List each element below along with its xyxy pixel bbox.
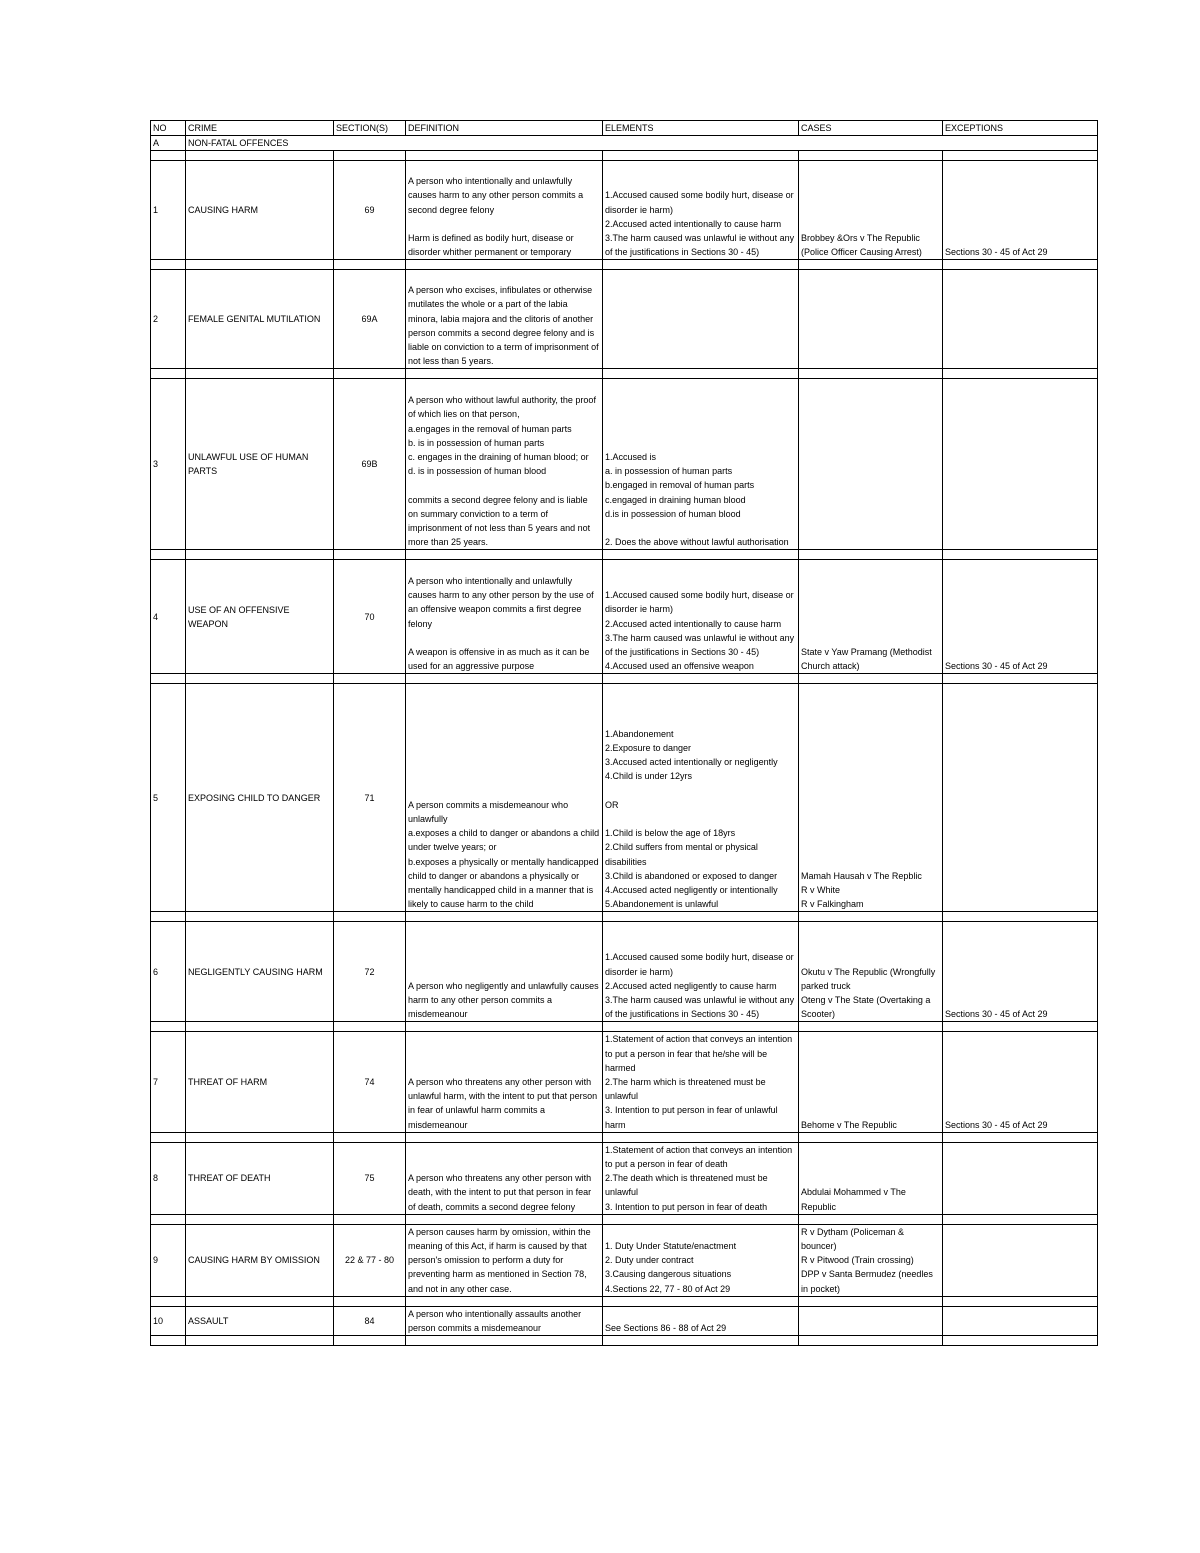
- spacer-row: [151, 1214, 1098, 1224]
- row-definition: A person who intentionally and unlawfully causes harm to any other person commits a second degree felony Harm is defined as bodily hurt, disease or disorder whither permanent or temporary: [406, 161, 603, 260]
- spacer-cell: [186, 1022, 334, 1032]
- spacer-cell: [603, 550, 799, 560]
- header-row: [151, 121, 1098, 136]
- spacer-cell: [334, 912, 406, 922]
- row-definition: A person who threatens any other person with unlawful harm, with the intent to put that person in fear of unlawful harm commits a misdemeanour: [406, 1032, 603, 1132]
- row-no: 7: [151, 1032, 186, 1132]
- spacer-cell: [943, 1022, 1098, 1032]
- spacer-cell: [799, 1022, 943, 1032]
- spacer-row: [151, 260, 1098, 270]
- spacer-cell: [151, 1336, 186, 1346]
- row-exceptions: [943, 1224, 1098, 1296]
- offence-rows: [151, 151, 1098, 1346]
- spacer-cell: [334, 260, 406, 270]
- row-section: 69B: [334, 379, 406, 550]
- table-row: [151, 379, 1098, 550]
- table-row: [151, 922, 1098, 1022]
- row-elements: 1.Accused caused some bodily hurt, disease or disorder ie harm) 2.Accused acted intentionally to cause harm 3.The harm caused was unlawful ie without any of the justifications in Sections 30 - 45) 4.Accused used an offensive weapon: [603, 560, 799, 674]
- spacer-row: [151, 369, 1098, 379]
- spacer-cell: [151, 1132, 186, 1142]
- row-crime: ASSAULT: [186, 1306, 334, 1335]
- row-elements: 1. Duty Under Statute/enactment 2. Duty under contract 3.Causing dangerous situations 4.Sections 22, 77 - 80 of Act 29: [603, 1224, 799, 1296]
- spacer-cell: [406, 1022, 603, 1032]
- row-crime: NEGLIGENTLY CAUSING HARM: [186, 922, 334, 1022]
- spacer-cell: [151, 1296, 186, 1306]
- table-row: [151, 270, 1098, 369]
- spacer-cell: [406, 369, 603, 379]
- row-cases: [799, 270, 943, 369]
- row-section: 71: [334, 684, 406, 912]
- spacer-cell: [151, 260, 186, 270]
- spacer-cell: [799, 912, 943, 922]
- spacer-cell: [799, 1214, 943, 1224]
- row-elements: [603, 270, 799, 369]
- spacer-cell: [603, 260, 799, 270]
- spacer-cell: [186, 674, 334, 684]
- row-definition: A person causes harm by omission, within the meaning of this Act, if harm is caused by that person's omission to perform a duty for preventing harm as mentioned in Section 78, and not in any other case.: [406, 1224, 603, 1296]
- row-definition: A person who without lawful authority, the proof of which lies on that person, a.engages in the removal of human parts b. is in possession of human parts c. engages in the draining of human blood; or d. is in possession of human blood commits a second degree felony and is liable on summary conviction to a term of imprisonment of not less than 5 years and not more than 25 years.: [406, 379, 603, 550]
- row-no: 5: [151, 684, 186, 912]
- spacer-cell: [334, 1022, 406, 1032]
- spacer-cell: [186, 912, 334, 922]
- spacer-cell: [603, 912, 799, 922]
- spacer-cell: [799, 369, 943, 379]
- row-crime: CAUSING HARM: [186, 161, 334, 260]
- spacer-cell: [151, 369, 186, 379]
- row-no: 1: [151, 161, 186, 260]
- row-exceptions: Sections 30 - 45 of Act 29: [943, 560, 1098, 674]
- spacer-cell: [186, 1296, 334, 1306]
- spacer-cell: [799, 1296, 943, 1306]
- row-exceptions: Sections 30 - 45 of Act 29: [943, 161, 1098, 260]
- row-elements: 1.Statement of action that conveys an intention to put a person in fear of death 2.The death which is threatened must be unlawful 3. Intention to put person in fear of death: [603, 1142, 799, 1214]
- spacer-cell: [334, 1296, 406, 1306]
- row-definition: A person who threatens any other person with death, with the intent to put that person in fear of death, commits a second degree felony: [406, 1142, 603, 1214]
- spacer-cell: [603, 369, 799, 379]
- spacer-cell: [943, 1214, 1098, 1224]
- section-row: [151, 136, 1098, 151]
- row-crime: CAUSING HARM BY OMISSION: [186, 1224, 334, 1296]
- spacer-cell: [406, 1296, 603, 1306]
- row-elements: 1.Accused caused some bodily hurt, disease or disorder ie harm) 2.Accused acted intentionally to cause harm 3.The harm caused was unlawful ie without any of the justifications in Sections 30 - 45): [603, 161, 799, 260]
- spacer-cell: [151, 912, 186, 922]
- spacer-cell: [334, 369, 406, 379]
- row-section: 74: [334, 1032, 406, 1132]
- spacer-cell: [943, 260, 1098, 270]
- spacer-cell: [151, 1022, 186, 1032]
- row-cases: Abdulai Mohammed v The Republic: [799, 1142, 943, 1214]
- row-crime: THREAT OF HARM: [186, 1032, 334, 1132]
- spacer-cell: [334, 550, 406, 560]
- spacer-cell: [186, 369, 334, 379]
- header-sections: SECTION(S): [334, 121, 406, 136]
- row-no: 6: [151, 922, 186, 1022]
- spacer-cell: [406, 151, 603, 161]
- spacer-cell: [943, 912, 1098, 922]
- table-row: [151, 1032, 1098, 1132]
- spacer-cell: [603, 1132, 799, 1142]
- row-cases: Okutu v The Republic (Wrongfully parked truck Oteng v The State (Overtaking a Scooter): [799, 922, 943, 1022]
- row-cases: [799, 379, 943, 550]
- spacer-cell: [406, 550, 603, 560]
- table-row: [151, 560, 1098, 674]
- spacer-cell: [603, 1296, 799, 1306]
- spacer-row: [151, 550, 1098, 560]
- row-elements: See Sections 86 - 88 of Act 29: [603, 1306, 799, 1335]
- spacer-cell: [186, 1214, 334, 1224]
- spacer-cell: [406, 260, 603, 270]
- spacer-cell: [603, 151, 799, 161]
- spacer-cell: [799, 550, 943, 560]
- spacer-row: [151, 1132, 1098, 1142]
- row-exceptions: [943, 270, 1098, 369]
- section-letter: A: [151, 136, 186, 151]
- row-section: 84: [334, 1306, 406, 1335]
- spacer-cell: [186, 260, 334, 270]
- row-section: 69A: [334, 270, 406, 369]
- table-row: [151, 1224, 1098, 1296]
- spacer-cell: [943, 674, 1098, 684]
- spacer-cell: [406, 1214, 603, 1224]
- row-no: 4: [151, 560, 186, 674]
- spacer-cell: [799, 1336, 943, 1346]
- offences-table: [150, 120, 1098, 1346]
- table-row: [151, 684, 1098, 912]
- spacer-cell: [334, 1214, 406, 1224]
- row-exceptions: [943, 1306, 1098, 1335]
- table-row: [151, 1142, 1098, 1214]
- row-definition: A person who intentionally assaults another person commits a misdemeanour: [406, 1306, 603, 1335]
- section-title: NON-FATAL OFFENCES: [186, 136, 1098, 151]
- table-row: [151, 1306, 1098, 1335]
- row-crime: UNLAWFUL USE OF HUMAN PARTS: [186, 379, 334, 550]
- row-no: 3: [151, 379, 186, 550]
- spacer-cell: [186, 1336, 334, 1346]
- spacer-cell: [406, 912, 603, 922]
- header-elements: ELEMENTS: [603, 121, 799, 136]
- spacer-cell: [186, 550, 334, 560]
- spacer-row: [151, 674, 1098, 684]
- spacer-cell: [603, 1336, 799, 1346]
- row-cases: R v Dytham (Policeman & bouncer) R v Pitwood (Train crossing) DPP v Santa Bermudez (needles in pocket): [799, 1224, 943, 1296]
- spacer-cell: [603, 1214, 799, 1224]
- spacer-row: [151, 1336, 1098, 1346]
- spacer-cell: [334, 151, 406, 161]
- row-cases: Behome v The Republic: [799, 1032, 943, 1132]
- spacer-cell: [799, 674, 943, 684]
- row-crime: EXPOSING CHILD TO DANGER: [186, 684, 334, 912]
- row-definition: A person who excises, infibulates or otherwise mutilates the whole or a part of the labia minora, labia majora and the clitoris of another person commits a second degree felony and is liable on conviction to a term of imprisonment of not less than 5 years.: [406, 270, 603, 369]
- row-elements: 1.Abandonement 2.Exposure to danger 3.Accused acted intentionally or negligently 4.Child is under 12yrs OR 1.Child is below the age of 18yrs 2.Child suffers from mental or physical disabilities 3.Child is abandoned or exposed to danger 4.Accused acted negligently or intentionally 5.Abandonement is unlawful: [603, 684, 799, 912]
- row-section: 75: [334, 1142, 406, 1214]
- row-crime: THREAT OF DEATH: [186, 1142, 334, 1214]
- spacer-cell: [334, 674, 406, 684]
- spacer-cell: [943, 1336, 1098, 1346]
- spacer-cell: [334, 1336, 406, 1346]
- row-no: 10: [151, 1306, 186, 1335]
- spacer-cell: [603, 674, 799, 684]
- header-crime: CRIME: [186, 121, 334, 136]
- spacer-cell: [799, 260, 943, 270]
- row-section: 70: [334, 560, 406, 674]
- spacer-cell: [799, 151, 943, 161]
- spacer-cell: [406, 1336, 603, 1346]
- spacer-cell: [943, 550, 1098, 560]
- row-exceptions: [943, 684, 1098, 912]
- spacer-cell: [943, 1132, 1098, 1142]
- row-crime: FEMALE GENITAL MUTILATION: [186, 270, 334, 369]
- row-section: 22 & 77 - 80: [334, 1224, 406, 1296]
- row-no: 2: [151, 270, 186, 369]
- spacer-cell: [334, 1132, 406, 1142]
- row-elements: 1.Accused caused some bodily hurt, disease or disorder ie harm) 2.Accused acted negligently to cause harm 3.The harm caused was unlawful ie without any of the justifications in Sections 30 - 45): [603, 922, 799, 1022]
- row-no: 8: [151, 1142, 186, 1214]
- spacer-cell: [151, 151, 186, 161]
- spacer-cell: [943, 369, 1098, 379]
- row-section: 72: [334, 922, 406, 1022]
- header-definition: DEFINITION: [406, 121, 603, 136]
- spacer-cell: [186, 1132, 334, 1142]
- spacer-cell: [603, 1022, 799, 1032]
- spacer-cell: [406, 1132, 603, 1142]
- row-cases: Brobbey &Ors v The Republic (Police Officer Causing Arrest): [799, 161, 943, 260]
- spacer-row: [151, 1296, 1098, 1306]
- row-elements: 1.Statement of action that conveys an intention to put a person in fear that he/she will be harmed 2.The harm which is threatened must be unlawful 3. Intention to put person in fear of unlawful harm: [603, 1032, 799, 1132]
- row-crime: USE OF AN OFFENSIVE WEAPON: [186, 560, 334, 674]
- table-row: [151, 161, 1098, 260]
- header-cases: CASES: [799, 121, 943, 136]
- row-section: 69: [334, 161, 406, 260]
- spacer-row: [151, 151, 1098, 161]
- row-exceptions: Sections 30 - 45 of Act 29: [943, 922, 1098, 1022]
- offences-sheet: [150, 120, 1097, 1346]
- row-exceptions: [943, 1142, 1098, 1214]
- row-definition: A person who negligently and unlawfully causes harm to any other person commits a misdemeanour: [406, 922, 603, 1022]
- spacer-cell: [186, 151, 334, 161]
- spacer-cell: [943, 151, 1098, 161]
- row-no: 9: [151, 1224, 186, 1296]
- row-elements: 1.Accused is a. in possession of human parts b.engaged in removal of human parts c.engaged in draining human blood d.is in possession of human blood 2. Does the above without lawful authorisation: [603, 379, 799, 550]
- spacer-cell: [406, 674, 603, 684]
- row-exceptions: [943, 379, 1098, 550]
- spacer-row: [151, 1022, 1098, 1032]
- row-cases: State v Yaw Pramang (Methodist Church attack): [799, 560, 943, 674]
- spacer-cell: [151, 674, 186, 684]
- spacer-cell: [151, 1214, 186, 1224]
- spacer-cell: [151, 550, 186, 560]
- spacer-cell: [799, 1132, 943, 1142]
- row-definition: A person commits a misdemeanour who unlawfully a.exposes a child to danger or abandons a child under twelve years; or b.exposes a physically or mentally handicapped child to danger or abandons a physically or mentally handicapped child in a manner that is likely to cause harm to the child: [406, 684, 603, 912]
- row-definition: A person who intentionally and unlawfully causes harm to any other person by the use of an offensive weapon commits a first degree felony A weapon is offensive in as much as it can be used for an aggressive purpose: [406, 560, 603, 674]
- header-no: NO: [151, 121, 186, 136]
- row-cases: [799, 1306, 943, 1335]
- row-exceptions: Sections 30 - 45 of Act 29: [943, 1032, 1098, 1132]
- header-exceptions: EXCEPTIONS: [943, 121, 1098, 136]
- row-cases: Mamah Hausah v The Repblic R v White R v Falkingham: [799, 684, 943, 912]
- spacer-row: [151, 912, 1098, 922]
- spacer-cell: [943, 1296, 1098, 1306]
